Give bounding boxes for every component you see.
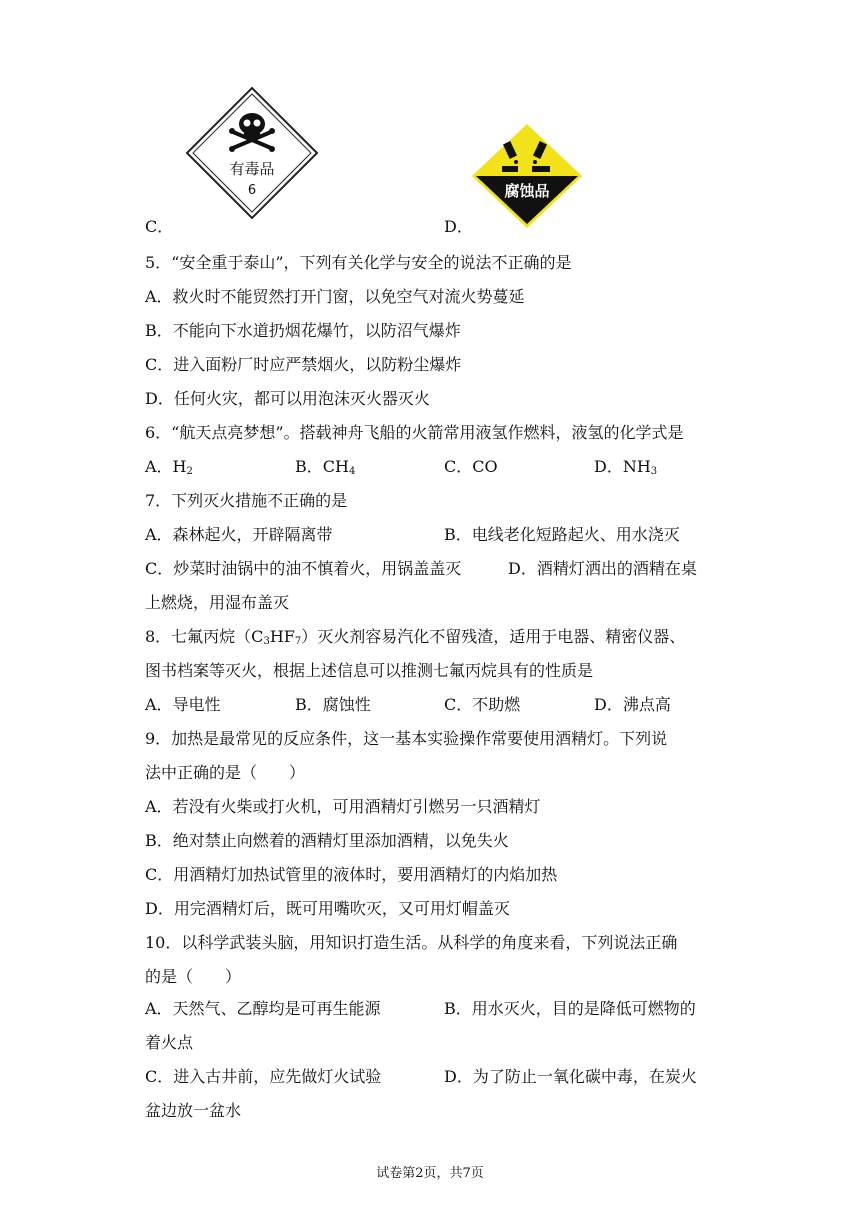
skull-crossbones-icon — [185, 86, 319, 220]
corrosive-hazard-sign — [472, 124, 582, 228]
q5-option-c: C．进入面粉厂时应严禁烟火，以防粉尘爆炸 — [145, 355, 462, 374]
q6-option-d: D．$NH_3$ — [594, 457, 658, 477]
q6-option-b: B．$CH_4$ — [295, 457, 356, 477]
q10-option-c: C．进入古井前，应先做灯火试验 — [145, 1067, 382, 1086]
q10-option-d-cont: 盆边放一盆水 — [145, 1101, 242, 1120]
q8-stem: 8．七氟丙烷$(C_3HF_7)$灭火剂容易汽化不留残渣，适用于电器、精密仪器、 — [145, 627, 686, 647]
toxic-sign-number: 6 — [247, 183, 257, 198]
q10-stem-cont: 的是（ ） — [145, 967, 242, 986]
q9-option-c: C．用酒精灯加热试管里的液体时，要用酒精灯的内焰加热 — [145, 865, 558, 884]
q6-stem: 6．“航天点亮梦想”。搭载神舟飞船的火箭常用液氢作燃料，液氢的化学式是 — [145, 423, 684, 442]
q4-option-c: C． — [145, 217, 174, 236]
q7-option-a: A．森林起火，开辟隔离带 — [145, 525, 333, 544]
q7-option-d: D．酒精灯洒出的酒精在桌 — [508, 559, 697, 578]
q5-option-b: B．不能向下水道扔烟花爆竹，以防沼气爆炸 — [145, 321, 461, 340]
q7-option-b: B．电线老化短路起火、用水浇灭 — [444, 525, 680, 544]
q9-option-d: D．用完酒精灯后，既可用嘴吹灭，又可用灯帽盖灭 — [145, 899, 510, 918]
toxic-hazard-sign — [185, 86, 319, 220]
q5-option-a: A．救火时不能贸然打开门窗，以免空气对流火势蔓延 — [145, 287, 525, 306]
q10-option-b-cont: 着火点 — [145, 1033, 194, 1052]
q5-option-d: D．任何火灾，都可以用泡沫灭火器灭火 — [145, 389, 430, 408]
q4-option-d: D． — [444, 217, 473, 236]
corrosive-icon — [472, 124, 582, 228]
q10-option-a: A．天然气、乙醇均是可再生能源 — [145, 999, 381, 1018]
q7-option-d-cont: 上燃烧，用湿布盖灭 — [145, 593, 290, 612]
q9-option-a: A．若没有火柴或打火机，可用酒精灯引燃另一只酒精灯 — [145, 797, 541, 816]
q9-option-b: B．绝对禁止向燃着的酒精灯里添加酒精，以免失火 — [145, 831, 509, 850]
q10-option-b: B．用水灭火，目的是降低可燃物的 — [444, 999, 696, 1018]
q5-stem: 5．“安全重于泰山”，下列有关化学与安全的说法不正确的是 — [145, 253, 572, 272]
q8-option-a: A．导电性 — [145, 695, 221, 714]
q10-stem: 10．以科学武装头脑，用知识打造生活。从科学的角度来看，下列说法正确 — [145, 933, 678, 952]
q9-stem-cont: 法中正确的是（ ） — [145, 763, 306, 782]
q10-option-d: D．为了防止一氧化碳中毒，在炭火 — [444, 1067, 697, 1086]
q7-option-c: C．炒菜时油锅中的油不慎着火，用锅盖盖灭 — [145, 559, 462, 578]
q8-option-d: D．沸点高 — [594, 695, 671, 714]
q8-option-c: C．不助燃 — [444, 695, 521, 714]
q8-option-b: B．腐蚀性 — [295, 695, 371, 714]
q8-stem-cont: 图书档案等灭火，根据上述信息可以推测七氟丙烷具有的性质是 — [145, 661, 594, 680]
q6-option-a: A．$H_2$ — [145, 457, 193, 477]
corrosive-sign-text: 腐蚀品 — [504, 182, 550, 200]
toxic-sign-text: 有毒品 — [229, 160, 275, 178]
q7-stem: 7．下列灭火措施不正确的是 — [145, 491, 348, 510]
q6-option-c: C．CO — [444, 457, 498, 476]
page-footer: 试卷第2页，共7页 — [376, 1166, 484, 1181]
q9-stem: 9．加热是最常见的反应条件，这一基本实验操作常要使用酒精灯。下列说 — [145, 729, 668, 748]
